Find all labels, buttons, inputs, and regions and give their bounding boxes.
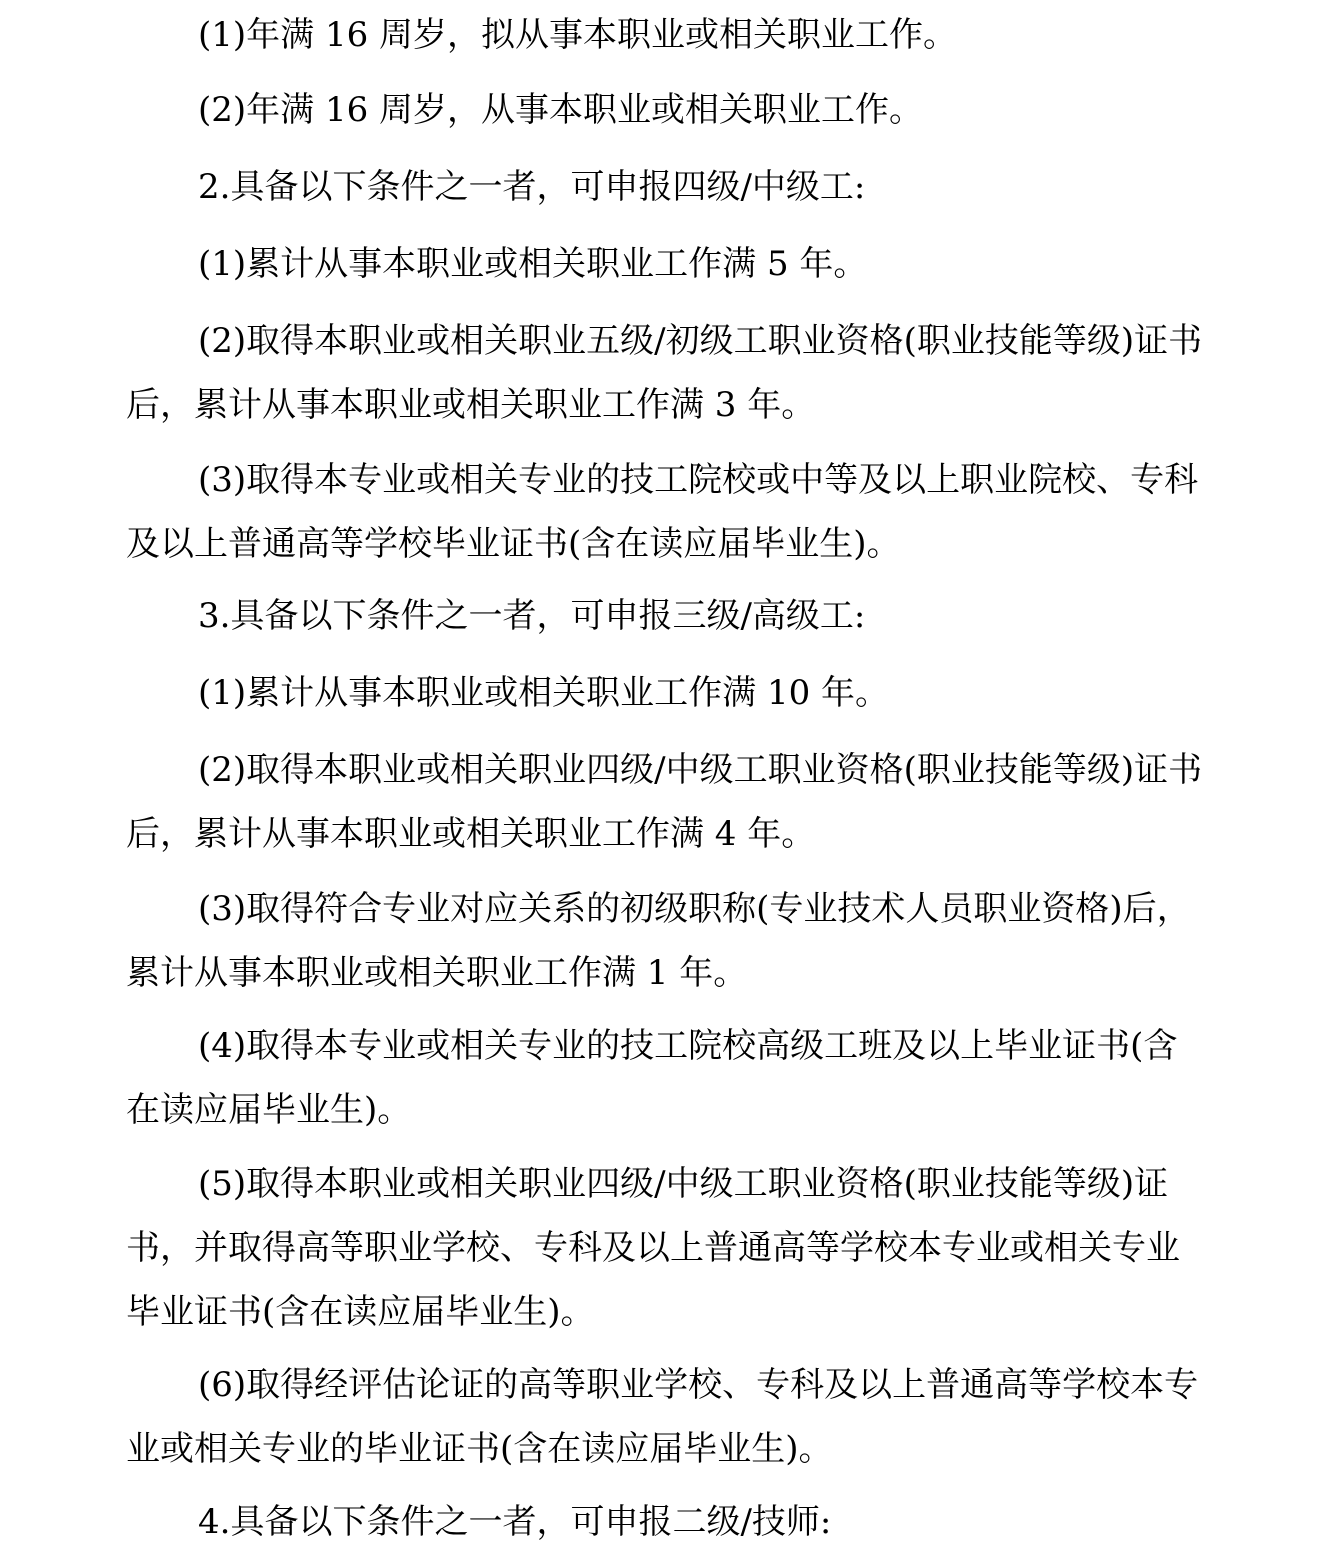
paragraph-2-2-level5-three-years: (2)取得本职业或相关职业五级/初级工职业资格(职业技能等级)证书后，累计从事本职业或相关职业工作满 3 年。 (126, 321, 1203, 425)
paragraph-2-1-five-years: (1)累计从事本职业或相关职业工作满 5 年。 (198, 244, 868, 284)
paragraph-3-5-level4-with-diploma: (5)取得本职业或相关职业四级/中级工职业资格(职业技能等级)证书，并取得高等职业学校、专科及以上普通高等学校本专业或相关专业毕业证书(含在读应届毕业生)。 (126, 1164, 1180, 1332)
heading-level4-intermediate: 2.具备以下条件之一者，可申报四级/中级工: (198, 167, 866, 207)
paragraph-3-1-ten-years: (1)累计从事本职业或相关职业工作满 10 年。 (198, 673, 890, 713)
paragraph-3-2-level4-four-years: (2)取得本职业或相关职业四级/中级工职业资格(职业技能等级)证书后，累计从事本职业或相关职业工作满 4 年。 (126, 750, 1203, 854)
paragraph-1-1-age16-intend: (1)年满 16 周岁，拟从事本职业或相关职业工作。 (198, 15, 958, 55)
paragraph-2-3-vocational-diploma: (3)取得本专业或相关专业的技工院校或中等及以上职业院校、专科及以上普通高等学校毕业证书(含在读应届毕业生)。 (126, 460, 1199, 564)
heading-level3-senior: 3.具备以下条件之一者，可申报三级/高级工: (198, 596, 866, 636)
paragraph-1-2-age16-engaged: (2)年满 16 周岁，从事本职业或相关职业工作。 (198, 90, 924, 130)
paragraph-3-4-senior-class: (4)取得本专业或相关专业的技工院校高级工班及以上毕业证书(含在读应届毕业生)。 (126, 1026, 1178, 1130)
heading-level2-technician: 4.具备以下条件之一者，可申报二级/技师: (198, 1502, 832, 1542)
paragraph-3-3-junior-title: (3)取得符合专业对应关系的初级职称(专业技术人员职业资格)后，累计从事本职业或相关职业工作满 1 年。 (126, 889, 1191, 993)
paragraph-3-6-evaluated-diploma: (6)取得经评估论证的高等职业学校、专科及以上普通高等学校本专业或相关专业的毕业证书(含在读应届毕业生)。 (126, 1365, 1199, 1469)
